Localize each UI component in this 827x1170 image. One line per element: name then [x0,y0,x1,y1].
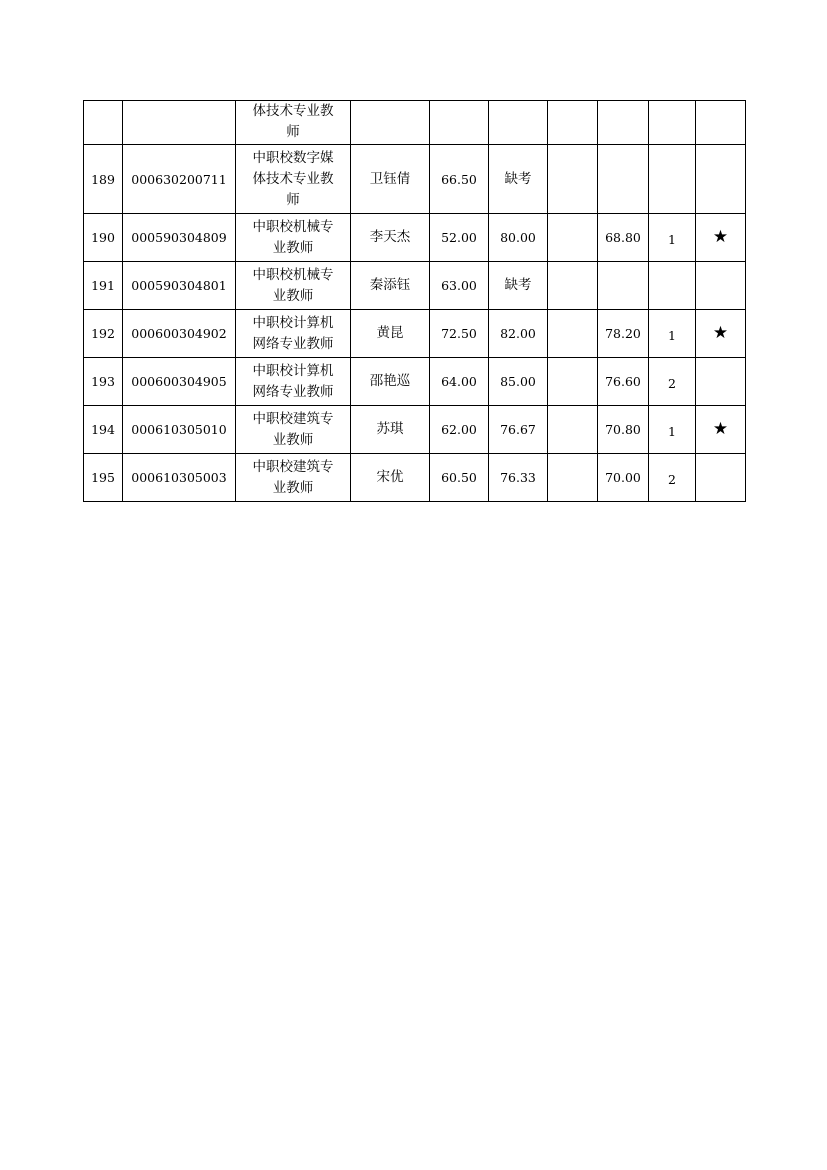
exam-id-cell: 000610305003 [123,454,236,502]
exam-id-cell: 000630200711 [123,145,236,214]
extra-cell [548,454,598,502]
rank-cell [649,145,696,214]
star-icon: ★ [712,418,729,439]
seq-cell: 189 [84,145,123,214]
exam-id-cell: 000590304801 [123,262,236,310]
mark-cell [696,214,746,262]
exam-id-cell: 000600304905 [123,358,236,406]
extra-cell [548,214,598,262]
name-cell: 苏琪 [351,406,430,454]
table-row [84,406,746,454]
written-score-cell: 72.50 [430,310,489,358]
written-score-cell: 63.00 [430,262,489,310]
position-cell [236,262,351,310]
rank-cell: 1 [649,214,696,262]
position-text: 中职校机械专业教师 [252,266,334,304]
position-text: 中职校机械专业教师 [252,218,334,256]
position-cell [236,145,351,214]
seq-cell: 195 [84,454,123,502]
extra-cell [548,145,598,214]
star-icon: ★ [712,322,729,343]
written-score-cell [430,101,489,145]
name-cell: 卫钰倩 [351,145,430,214]
star-icon: ★ [712,226,729,247]
seq-cell: 194 [84,406,123,454]
position-text: 中职校建筑专业教师 [252,458,334,496]
written-score-cell: 52.00 [430,214,489,262]
name-cell: 秦添钰 [351,262,430,310]
name-cell: 邵艳巡 [351,358,430,406]
mark-cell [696,262,746,310]
table-row [84,454,746,502]
mark-cell [696,101,746,145]
total-score-cell: 70.80 [598,406,649,454]
interview-score-cell: 82.00 [489,310,548,358]
position-text: 中职校数字媒体技术专业教师 [252,149,334,208]
name-cell [351,101,430,145]
total-score-cell: 70.00 [598,454,649,502]
position-cell [236,101,351,145]
position-text: 中职校建筑专业教师 [252,410,334,448]
seq-cell: 190 [84,214,123,262]
interview-score-cell: 80.00 [489,214,548,262]
written-score-cell: 62.00 [430,406,489,454]
table-row [84,214,746,262]
position-text: 中职校计算机网络专业教师 [252,362,334,400]
table-row-continued [84,101,746,145]
interview-score-cell [489,101,548,145]
position-cell [236,454,351,502]
rank-cell: 2 [649,454,696,502]
seq-cell: 191 [84,262,123,310]
position-text: 体技术专业教师 [252,103,334,140]
exam-id-cell: 000610305010 [123,406,236,454]
seq-cell [84,101,123,145]
results-table [83,100,746,502]
total-score-cell [598,145,649,214]
total-score-cell: 76.60 [598,358,649,406]
interview-score-cell: 76.67 [489,406,548,454]
written-score-cell: 60.50 [430,454,489,502]
exam-id-cell [123,101,236,145]
mark-cell [696,406,746,454]
total-score-cell [598,101,649,145]
rank-cell: 1 [649,310,696,358]
interview-score-cell: 76.33 [489,454,548,502]
mark-cell [696,358,746,406]
rank-cell: 2 [649,358,696,406]
position-text: 中职校计算机网络专业教师 [252,314,334,352]
table-row [84,310,746,358]
table-row [84,262,746,310]
seq-cell: 193 [84,358,123,406]
name-cell: 宋优 [351,454,430,502]
extra-cell [548,262,598,310]
rank-cell: 1 [649,406,696,454]
extra-cell [548,406,598,454]
table-row [84,358,746,406]
interview-score-cell: 缺考 [489,145,548,214]
extra-cell [548,358,598,406]
total-score-cell [598,262,649,310]
position-cell [236,310,351,358]
name-cell: 黄昆 [351,310,430,358]
table-row [84,145,746,214]
interview-score-cell: 缺考 [489,262,548,310]
exam-id-cell: 000600304902 [123,310,236,358]
mark-cell [696,145,746,214]
total-score-cell: 68.80 [598,214,649,262]
written-score-cell: 64.00 [430,358,489,406]
mark-cell [696,454,746,502]
rank-cell [649,262,696,310]
position-cell [236,214,351,262]
interview-score-cell: 85.00 [489,358,548,406]
total-score-cell: 78.20 [598,310,649,358]
rank-cell [649,101,696,145]
exam-id-cell: 000590304809 [123,214,236,262]
seq-cell: 192 [84,310,123,358]
name-cell: 李天杰 [351,214,430,262]
position-cell [236,406,351,454]
mark-cell [696,310,746,358]
position-cell [236,358,351,406]
extra-cell [548,310,598,358]
extra-cell [548,101,598,145]
written-score-cell: 66.50 [430,145,489,214]
